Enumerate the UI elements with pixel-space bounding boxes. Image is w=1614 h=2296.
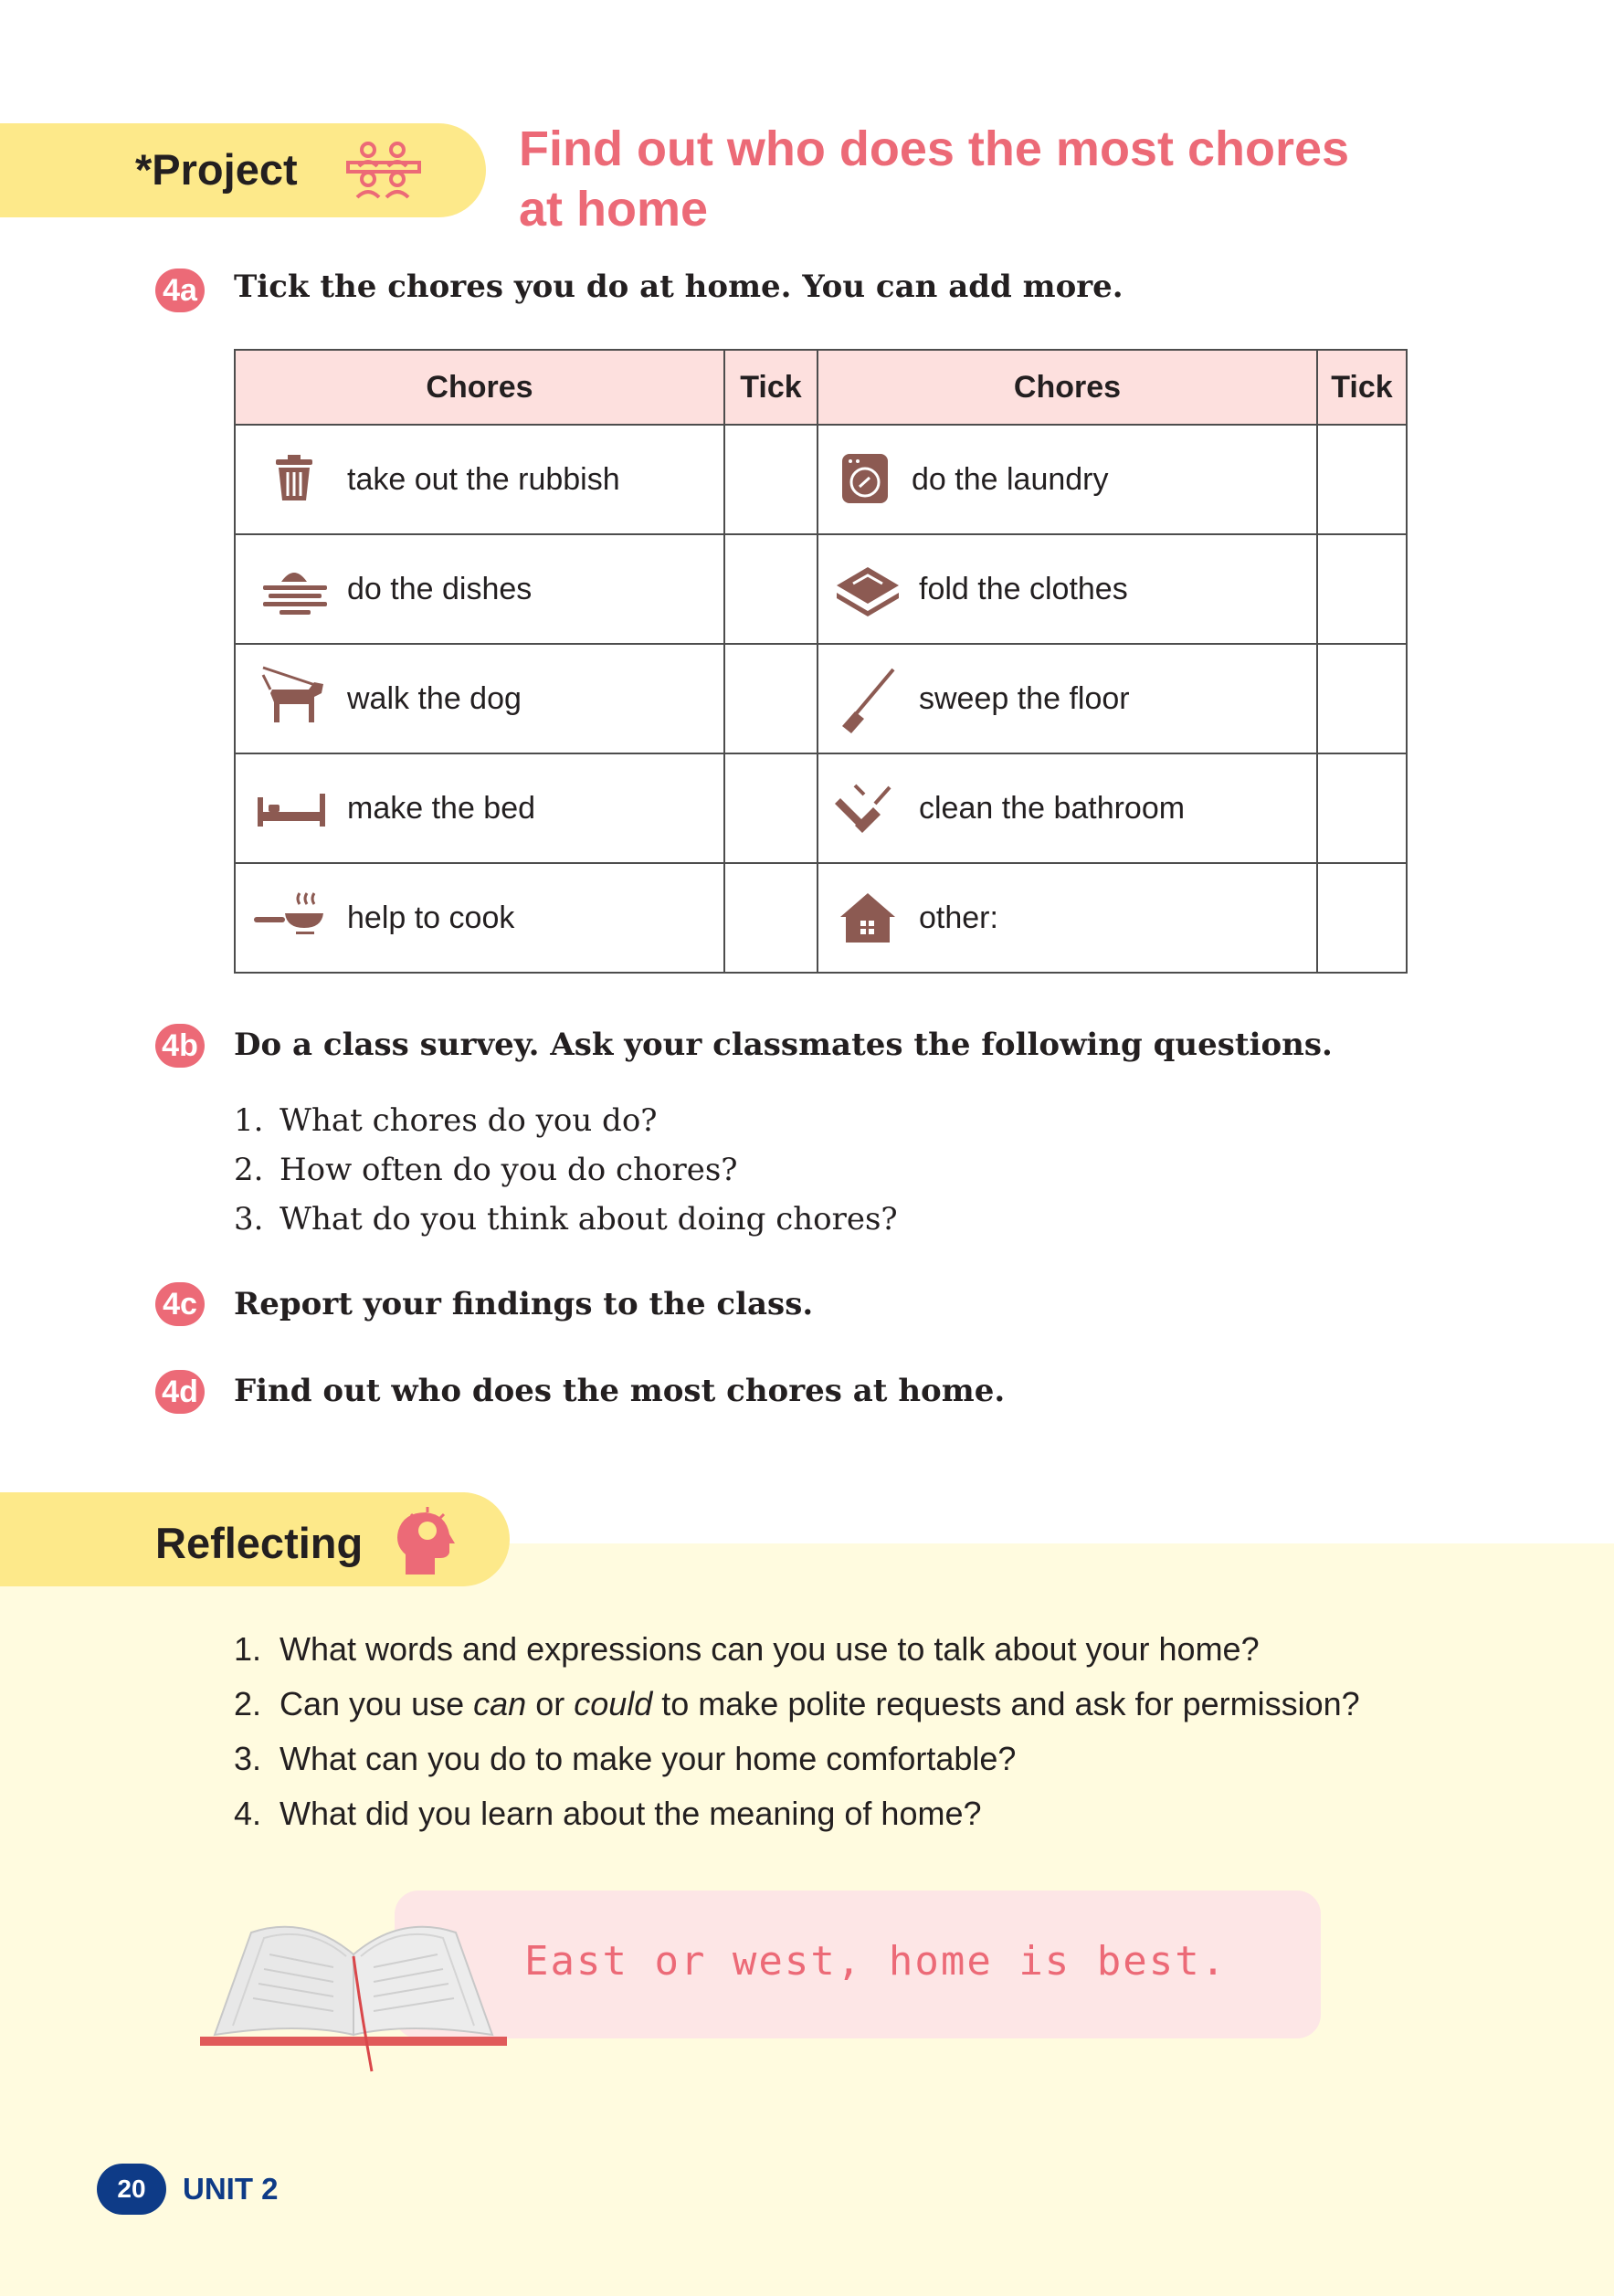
project-label: *Project xyxy=(135,145,298,194)
instruction-4a: Tick the chores you do at home. You can add more. xyxy=(234,269,1123,305)
project-title xyxy=(519,119,1432,239)
open-book-icon xyxy=(196,1909,512,2073)
question-number: 2. xyxy=(234,1152,264,1188)
chore-label: clean the bathroom xyxy=(919,790,1186,826)
quote-text: East or west, home is best. xyxy=(524,1938,1228,1985)
question-number: 1. xyxy=(234,1630,262,1668)
chore-label: take out the rubbish xyxy=(347,461,620,497)
chore-label: walk the dog xyxy=(347,680,522,716)
dog-icon xyxy=(236,662,347,735)
question-text: Can you use xyxy=(280,1685,474,1722)
tick-cell[interactable] xyxy=(1317,753,1407,863)
chore-label: fold the clothes xyxy=(919,571,1128,606)
question-text: or xyxy=(526,1685,575,1722)
tick-cell[interactable] xyxy=(724,753,818,863)
chore-label: do the dishes xyxy=(347,571,533,606)
bed-icon xyxy=(236,781,347,836)
question-text: What words and expressions can you use to talk about your home? xyxy=(280,1630,1260,1668)
group-work-icon xyxy=(343,139,425,203)
question-number: 4. xyxy=(234,1795,262,1832)
list-item xyxy=(234,1096,898,1145)
list-item xyxy=(234,1677,1360,1732)
broom-icon xyxy=(818,662,919,735)
chores-table xyxy=(234,349,1408,974)
page-number: 20 xyxy=(97,2164,166,2215)
reflecting-label: Reflecting xyxy=(155,1519,364,1567)
header-tick-right: Tick xyxy=(1317,350,1407,425)
project-title-line-1: Find out who does the most chores xyxy=(519,121,1350,176)
instruction-4b: Do a class survey. Ask your classmates the following questions. xyxy=(234,1027,1333,1063)
list-item xyxy=(234,1786,1360,1841)
washing-machine-icon xyxy=(818,452,912,507)
list-item xyxy=(234,1732,1360,1786)
list-item xyxy=(234,1622,1360,1677)
table-row xyxy=(235,534,1407,644)
question-text: What can you do to make your home comfortable? xyxy=(280,1740,1017,1777)
tick-cell[interactable] xyxy=(1317,863,1407,973)
header-tick-left: Tick xyxy=(724,350,818,425)
table-row xyxy=(235,644,1407,753)
frying-pan-icon xyxy=(236,886,347,950)
instruction-4c: Report your findings to the class. xyxy=(234,1286,814,1322)
badge-4c: 4c xyxy=(155,1282,205,1326)
question-text: to make polite requests and ask for permission? xyxy=(652,1685,1360,1722)
dishes-icon xyxy=(236,562,347,616)
tick-cell[interactable] xyxy=(724,534,818,644)
italic-could: could xyxy=(574,1685,653,1722)
chore-label: help to cook xyxy=(347,900,515,935)
project-title-line-2: at home xyxy=(519,182,709,237)
header-chores-right: Chores xyxy=(818,350,1317,425)
list-item xyxy=(234,1195,898,1244)
folded-clothes-icon xyxy=(818,562,919,616)
table-row xyxy=(235,753,1407,863)
reflecting-questions xyxy=(234,1622,1360,1841)
cleaning-brush-icon xyxy=(818,776,919,840)
badge-4b: 4b xyxy=(155,1024,205,1068)
trash-bin-icon xyxy=(236,452,347,507)
table-row xyxy=(235,425,1407,534)
header-chores-left: Chores xyxy=(235,350,724,425)
tick-cell[interactable] xyxy=(724,644,818,753)
lightbulb-head-icon xyxy=(393,1505,457,1578)
chore-label: make the bed xyxy=(347,790,536,826)
tick-cell[interactable] xyxy=(1317,534,1407,644)
unit-label: UNIT 2 xyxy=(183,2172,279,2206)
table-row xyxy=(235,863,1407,973)
tick-cell[interactable] xyxy=(1317,425,1407,534)
survey-questions xyxy=(234,1096,898,1244)
chore-label: other: xyxy=(919,900,998,935)
question-number: 3. xyxy=(234,1740,262,1777)
question-number: 3. xyxy=(234,1201,264,1238)
chore-label: do the laundry xyxy=(912,461,1109,497)
table-header-row xyxy=(235,350,1407,425)
question-text: What did you learn about the meaning of home? xyxy=(280,1795,982,1832)
badge-4d: 4d xyxy=(155,1370,205,1414)
question-text: What do you think about doing chores? xyxy=(280,1201,898,1238)
chore-label: sweep the floor xyxy=(919,680,1130,716)
question-number: 1. xyxy=(234,1102,264,1139)
list-item xyxy=(234,1145,898,1195)
instruction-4d: Find out who does the most chores at home. xyxy=(234,1373,1006,1409)
badge-4a: 4a xyxy=(155,269,205,312)
question-text: What chores do you do? xyxy=(280,1102,658,1139)
tick-cell[interactable] xyxy=(1317,644,1407,753)
question-text: How often do you do chores? xyxy=(280,1152,738,1188)
question-number: 2. xyxy=(234,1685,262,1722)
tick-cell[interactable] xyxy=(724,863,818,973)
house-icon xyxy=(818,886,919,950)
italic-can: can xyxy=(473,1685,527,1722)
tick-cell[interactable] xyxy=(724,425,818,534)
